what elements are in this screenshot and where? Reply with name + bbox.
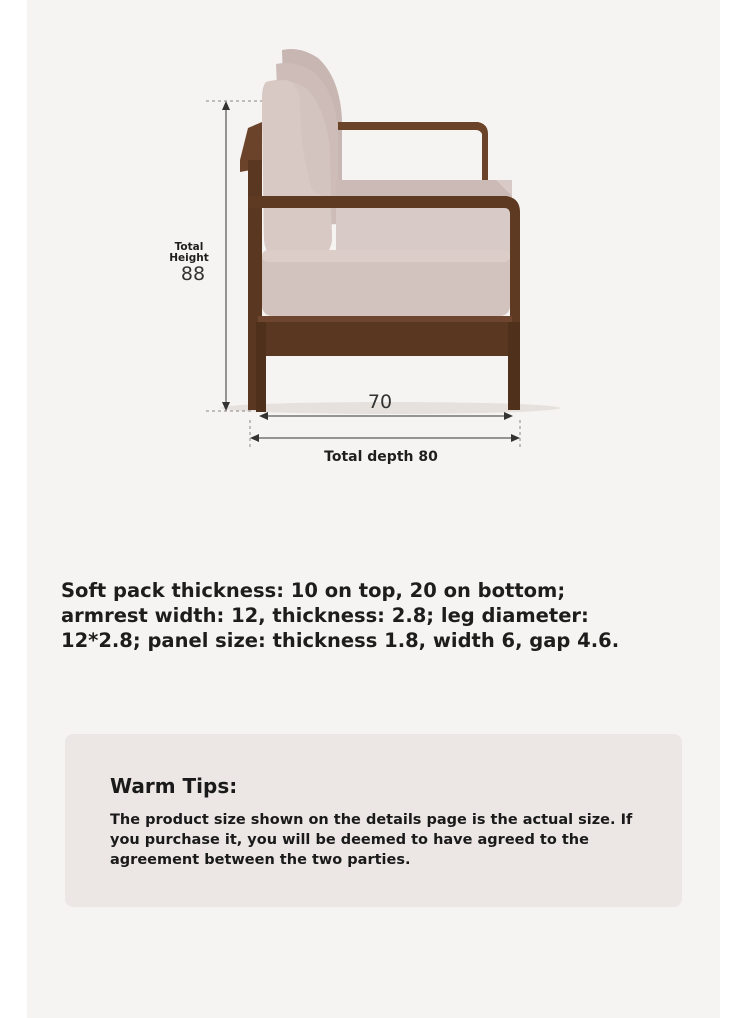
- warm-tips-body: The product size shown on the details page is the actual size. If you purchase it, you will be deemed to have agreed to the agreement between the two parties.: [110, 812, 633, 868]
- warm-tips-panel: [65, 734, 682, 907]
- total-depth-line: [250, 420, 520, 450]
- far-armrest: [338, 122, 488, 184]
- total-height-value: 88: [180, 263, 206, 285]
- total-height-label: Total Height: [169, 241, 209, 265]
- total-depth-label: Total depth 80: [324, 449, 438, 465]
- seat-cushion: [262, 250, 510, 316]
- specification-text: Soft pack thickness: 10 on top, 20 on bottom; armrest width: 12, thickness: 2.8; leg diameter: 12*2.8; panel size: thickness 1.8, width 6, gap 4.6.: [61, 579, 620, 652]
- seat-depth-value: 70: [367, 391, 393, 413]
- warm-tips-title: Warm Tips:: [110, 774, 238, 798]
